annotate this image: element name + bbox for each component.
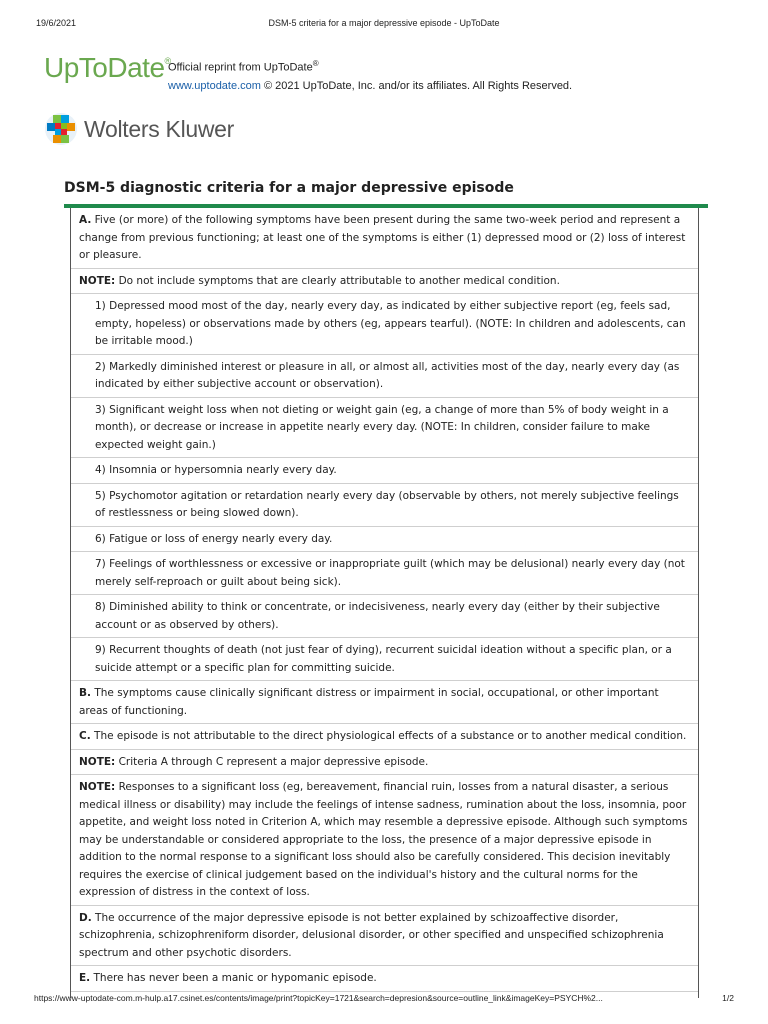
criteria-row (71, 638, 698, 681)
criteria-row (71, 527, 698, 553)
reprint-line: Official reprint from UpToDate (168, 61, 313, 74)
criteria-row (71, 294, 698, 355)
criteria-row (71, 398, 698, 459)
criteria-text: Five (or more) of the following symptoms have been present during the same two-week period and represent a change from previous functioning; at least one of the symptoms is either (1) depressed mood or (2) loss of interest or pleasure. (79, 214, 686, 261)
print-date: 19/6/2021 (36, 18, 77, 28)
uptodate-link[interactable]: www.uptodate.com (168, 79, 261, 92)
criteria-row (71, 552, 698, 595)
criteria-text: 1) Depressed mood most of the day, nearly every day, as indicated by either subjective report (eg, feels sad, empty, hopeless) or observations made by others (eg, appears tearful). (NOTE: In children and adolescents, can be irritable mood.) (95, 300, 686, 347)
criteria-table (70, 208, 699, 998)
criteria-row (71, 208, 698, 269)
criteria-row (71, 724, 698, 750)
criteria-text: The episode is not attributable to the direct physiological effects of a substance or to another medical condition. (90, 730, 687, 742)
criteria-row (71, 269, 698, 295)
registered-mark: ® (164, 56, 171, 66)
criteria-label: C. (79, 730, 91, 742)
criteria-row (71, 484, 698, 527)
criteria-label: NOTE: (79, 274, 116, 287)
criteria-row (71, 458, 698, 484)
criteria-label: E. (79, 972, 91, 984)
reprint-notice (168, 55, 572, 95)
publisher-name: Wolters Kluwer (84, 115, 235, 142)
criteria-text: 5) Psychomotor agitation or retardation nearly every day (observable by others, not merely subjective feelings of restlessness or being slowed down). (95, 489, 679, 519)
criteria-label: NOTE: (79, 755, 116, 768)
criteria-text: 6) Fatigue or loss of energy nearly every day. (95, 532, 333, 545)
criteria-row (71, 775, 698, 906)
criteria-row (71, 966, 698, 992)
criteria-row (71, 681, 698, 724)
print-footer-url: https://www-uptodate-com.m-hulp.a17.csinet.es/contents/image/print?topicKey=1721&search=depresion&source=outline_link&imageKey=PSYCH%2... (34, 993, 603, 1003)
brand-name: UpToDate (44, 52, 165, 83)
print-page-title: DSM-5 criteria for a major depressive episode - UpToDate (268, 18, 500, 28)
criteria-text: 4) Insomnia or hypersomnia nearly every day. (95, 464, 337, 476)
criteria-text: 2) Markedly diminished interest or pleasure in all, or almost all, activities most of the day, nearly every day (as indicated by either subjective account or observation). (95, 360, 680, 390)
print-page-number: 1/2 (722, 993, 734, 1003)
criteria-row (71, 750, 698, 776)
criteria-row (71, 355, 698, 398)
copyright-text: © 2021 UpToDate, Inc. and/or its affiliates. All Rights Reserved. (260, 79, 573, 92)
criteria-row (71, 595, 698, 638)
criteria-text: Do not include symptoms that are clearly attributable to another medical condition. (115, 274, 560, 287)
criteria-label: A. (79, 214, 92, 226)
criteria-text: There has never been a manic or hypomanic episode. (90, 972, 377, 984)
criteria-text: 9) Recurrent thoughts of death (not just fear of dying), recurrent suicidal ideation without a specific plan, or a suicide attempt or a specific plan for committing suicide. (95, 644, 672, 674)
criteria-text: 7) Feelings of worthlessness or excessive or inappropriate guilt (which may be delusional) nearly every day (not merely self-reproach or guilt about being sick). (95, 558, 685, 588)
criteria-label: D. (79, 911, 92, 924)
uptodate-logo (44, 52, 171, 84)
criteria-text: 8) Diminished ability to think or concentrate, or indecisiveness, nearly every day (either by their subjective account or as observed by others). (95, 601, 660, 631)
criteria-text: The occurrence of the major depressive episode is not better explained by schizoaffective disorder, schizophrenia, schizophreniform disorder, delusional disorder, or other specified and unspecified schizophrenia spectrum and other psychotic disorders. (79, 911, 664, 959)
criteria-text: Criteria A through C represent a major depressive episode. (115, 755, 429, 768)
wolters-kluwer-logo (44, 112, 234, 146)
wolters-kluwer-icon (44, 112, 78, 146)
reprint-registered-mark: ® (312, 59, 319, 68)
criteria-label: NOTE: (79, 781, 116, 793)
criteria-text: The symptoms cause clinically significant distress or impairment in social, occupational, or other important areas of functioning. (79, 687, 659, 717)
criteria-text: 3) Significant weight loss when not dieting or weight gain (eg, a change of more than 5% of body weight in a month), or decrease or increase in appetite nearly every day. (NOTE: In children, consider failure to make expected weight gain.) (95, 403, 669, 451)
criteria-label: B. (79, 687, 91, 699)
criteria-row (71, 906, 698, 967)
criteria-text: Responses to a significant loss (eg, bereavement, financial ruin, losses from a natural disaster, a serious medical illness or disability) may include the feelings of intense sadness, rumination about the loss, insomnia, poor appetite, and weight loss noted in Criterion A, which may resemble a depressive episode. Although such symptoms may be understandable or considered appropriate to the loss, the presence of a major depressive episode in addition to the normal response to a significant loss should also be carefully considered. This decision inevitably requires the exercise of clinical judgement based on the individual's history and the cultural norms for the expression of distress in the context of loss. (79, 781, 688, 898)
document-title: DSM-5 diagnostic criteria for a major depressive episode (64, 180, 514, 196)
